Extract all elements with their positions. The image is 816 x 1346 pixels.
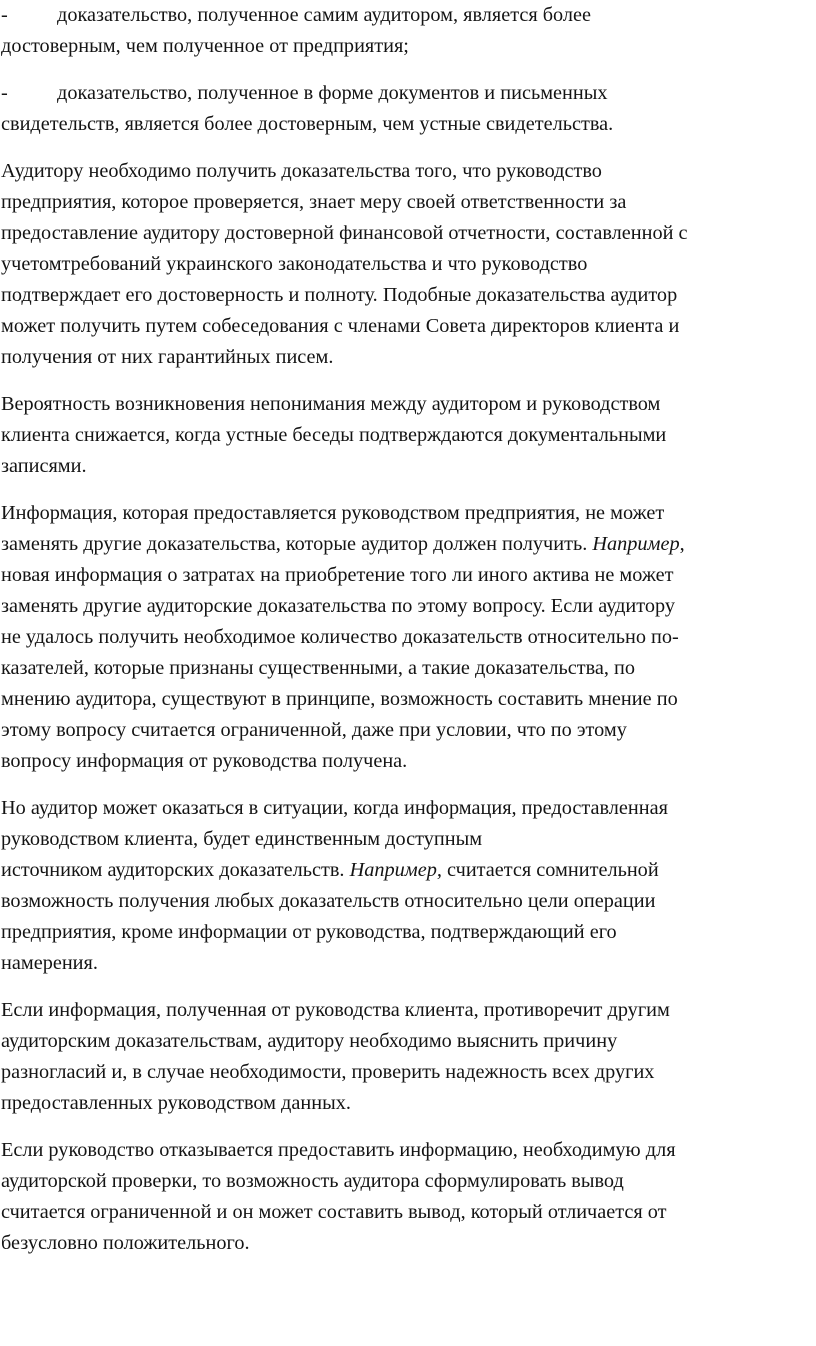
emphasis-text: Например xyxy=(592,533,680,555)
text-line xyxy=(1,187,813,218)
text-line xyxy=(1,560,813,591)
text-segment: считается сомнительной xyxy=(441,859,659,881)
paragraph xyxy=(1,0,813,62)
emphasis-text: Например, xyxy=(349,859,442,881)
text-line xyxy=(1,684,813,715)
text-line xyxy=(1,249,813,280)
text-segment: предоставление аудитору достоверной финансовой отчетности, составленной с xyxy=(1,222,688,244)
text-segment: предоставленных руководством данных. xyxy=(1,1092,351,1114)
text-segment: вопросу информация от руководства получена. xyxy=(1,750,408,772)
text-line xyxy=(1,1228,813,1259)
text-segment: этому вопросу считается ограниченной, даже при условии, что по этому xyxy=(1,719,627,741)
text-line xyxy=(1,793,813,824)
text-line xyxy=(1,622,813,653)
paragraph xyxy=(1,156,813,373)
text-segment: не удалось получить необходимое количество доказательств относительно по- xyxy=(1,626,679,648)
text-segment: предприятия, кроме информации от руководства, подтверждающий его xyxy=(1,921,617,943)
text-segment: может получить путем собеседования с членами Совета директоров клиента и xyxy=(1,315,680,337)
text-segment: считается ограниченной и он может составить вывод, который отличается от xyxy=(1,1201,667,1223)
text-line xyxy=(1,1088,813,1119)
text-segment: Но аудитор может оказаться в ситуации, когда информация, предоставленная xyxy=(1,797,668,819)
text-segment: безусловно положительного. xyxy=(1,1232,250,1254)
text-line xyxy=(1,715,813,746)
text-segment: аудиторской проверки, то возможность аудитора сформулировать вывод xyxy=(1,1170,624,1192)
text-segment: разногласий и, в случае необходимости, проверить надежность всех других xyxy=(1,1061,655,1083)
text-segment: заменять другие аудиторские доказательства по этому вопросу. Если аудитору xyxy=(1,595,675,617)
text-line xyxy=(1,1026,813,1057)
text-line xyxy=(1,498,813,529)
text-segment: заменять другие доказательства, которые аудитор должен получить. xyxy=(1,533,593,555)
text-segment: Информация, которая предоставляется руководством предприятия, не может xyxy=(1,502,665,524)
text-line xyxy=(1,995,813,1026)
text-line xyxy=(1,218,813,249)
text-segment: намерения. xyxy=(1,952,98,974)
text-line xyxy=(1,78,813,109)
text-line xyxy=(1,311,813,342)
text-segment: подтверждает его достоверность и полноту. Подобные доказательства аудитор xyxy=(1,284,678,306)
text-line xyxy=(1,1166,813,1197)
text-segment: Если информация, полученная от руководства клиента, противоречит другим xyxy=(1,999,670,1021)
text-line xyxy=(1,31,813,62)
text-line xyxy=(1,653,813,684)
text-segment: предприятия, которое проверяется, знает меру своей ответственности за xyxy=(1,191,627,213)
text-segment: клиента снижается, когда устные беседы подтверждаются документальными xyxy=(1,424,667,446)
paragraph xyxy=(1,78,813,140)
list-dash: - xyxy=(1,4,8,26)
text-line xyxy=(1,0,813,31)
text-segment: записями. xyxy=(1,455,87,477)
paragraph xyxy=(1,389,813,482)
text-segment: Если руководство отказывается предоставить информацию, необходимую для xyxy=(1,1139,676,1161)
text-line xyxy=(1,886,813,917)
text-line xyxy=(1,529,813,560)
text-line xyxy=(1,342,813,373)
text-segment: учетомтребований украинского законодательства и что руководство xyxy=(1,253,588,275)
text-segment: доказательство, полученное самим аудитором, является более xyxy=(57,4,592,26)
text-line xyxy=(1,948,813,979)
paragraph xyxy=(1,995,813,1119)
text-line xyxy=(1,389,813,420)
text-segment: казателей, которые признаны существенными, а такие доказательства, по xyxy=(1,657,636,679)
text-line xyxy=(1,156,813,187)
text-segment: достоверным, чем полученное от предприятия; xyxy=(1,35,409,57)
text-segment: свидетельств, является более достоверным, чем устные свидетельства. xyxy=(1,113,614,135)
text-segment: мнению аудитора, существуют в принципе, возможность составить мнение по xyxy=(1,688,678,710)
paragraph xyxy=(1,498,813,777)
text-line xyxy=(1,1135,813,1166)
text-line xyxy=(1,917,813,948)
text-line xyxy=(1,591,813,622)
paragraph xyxy=(1,1135,813,1259)
text-segment: Вероятность возникновения непонимания между аудитором и руководством xyxy=(1,393,661,415)
text-line xyxy=(1,109,813,140)
text-segment: доказательство, полученное в форме документов и письменных xyxy=(57,82,608,104)
text-segment: новая информация о затратах на приобретение того ли иного актива не может xyxy=(1,564,674,586)
text-segment: Аудитору необходимо получить доказательства того, что руководство xyxy=(1,160,602,182)
text-line xyxy=(1,451,813,482)
paragraph xyxy=(1,793,813,979)
text-segment: , xyxy=(679,533,685,555)
text-line xyxy=(1,280,813,311)
text-line xyxy=(1,824,813,855)
text-line xyxy=(1,746,813,777)
text-line xyxy=(1,420,813,451)
text-segment: возможность получения любых доказательств относительно цели операции xyxy=(1,890,656,912)
text-segment: получения от них гарантийных писем. xyxy=(1,346,334,368)
text-line xyxy=(1,855,813,886)
text-segment: руководством клиента, будет единственным доступным xyxy=(1,828,483,850)
text-segment: аудиторским доказательствам, аудитору необходимо выяснить причину xyxy=(1,1030,618,1052)
text-line xyxy=(1,1057,813,1088)
list-dash: - xyxy=(1,82,8,104)
text-line xyxy=(1,1197,813,1228)
text-segment: источником аудиторских доказательств. xyxy=(1,859,350,881)
